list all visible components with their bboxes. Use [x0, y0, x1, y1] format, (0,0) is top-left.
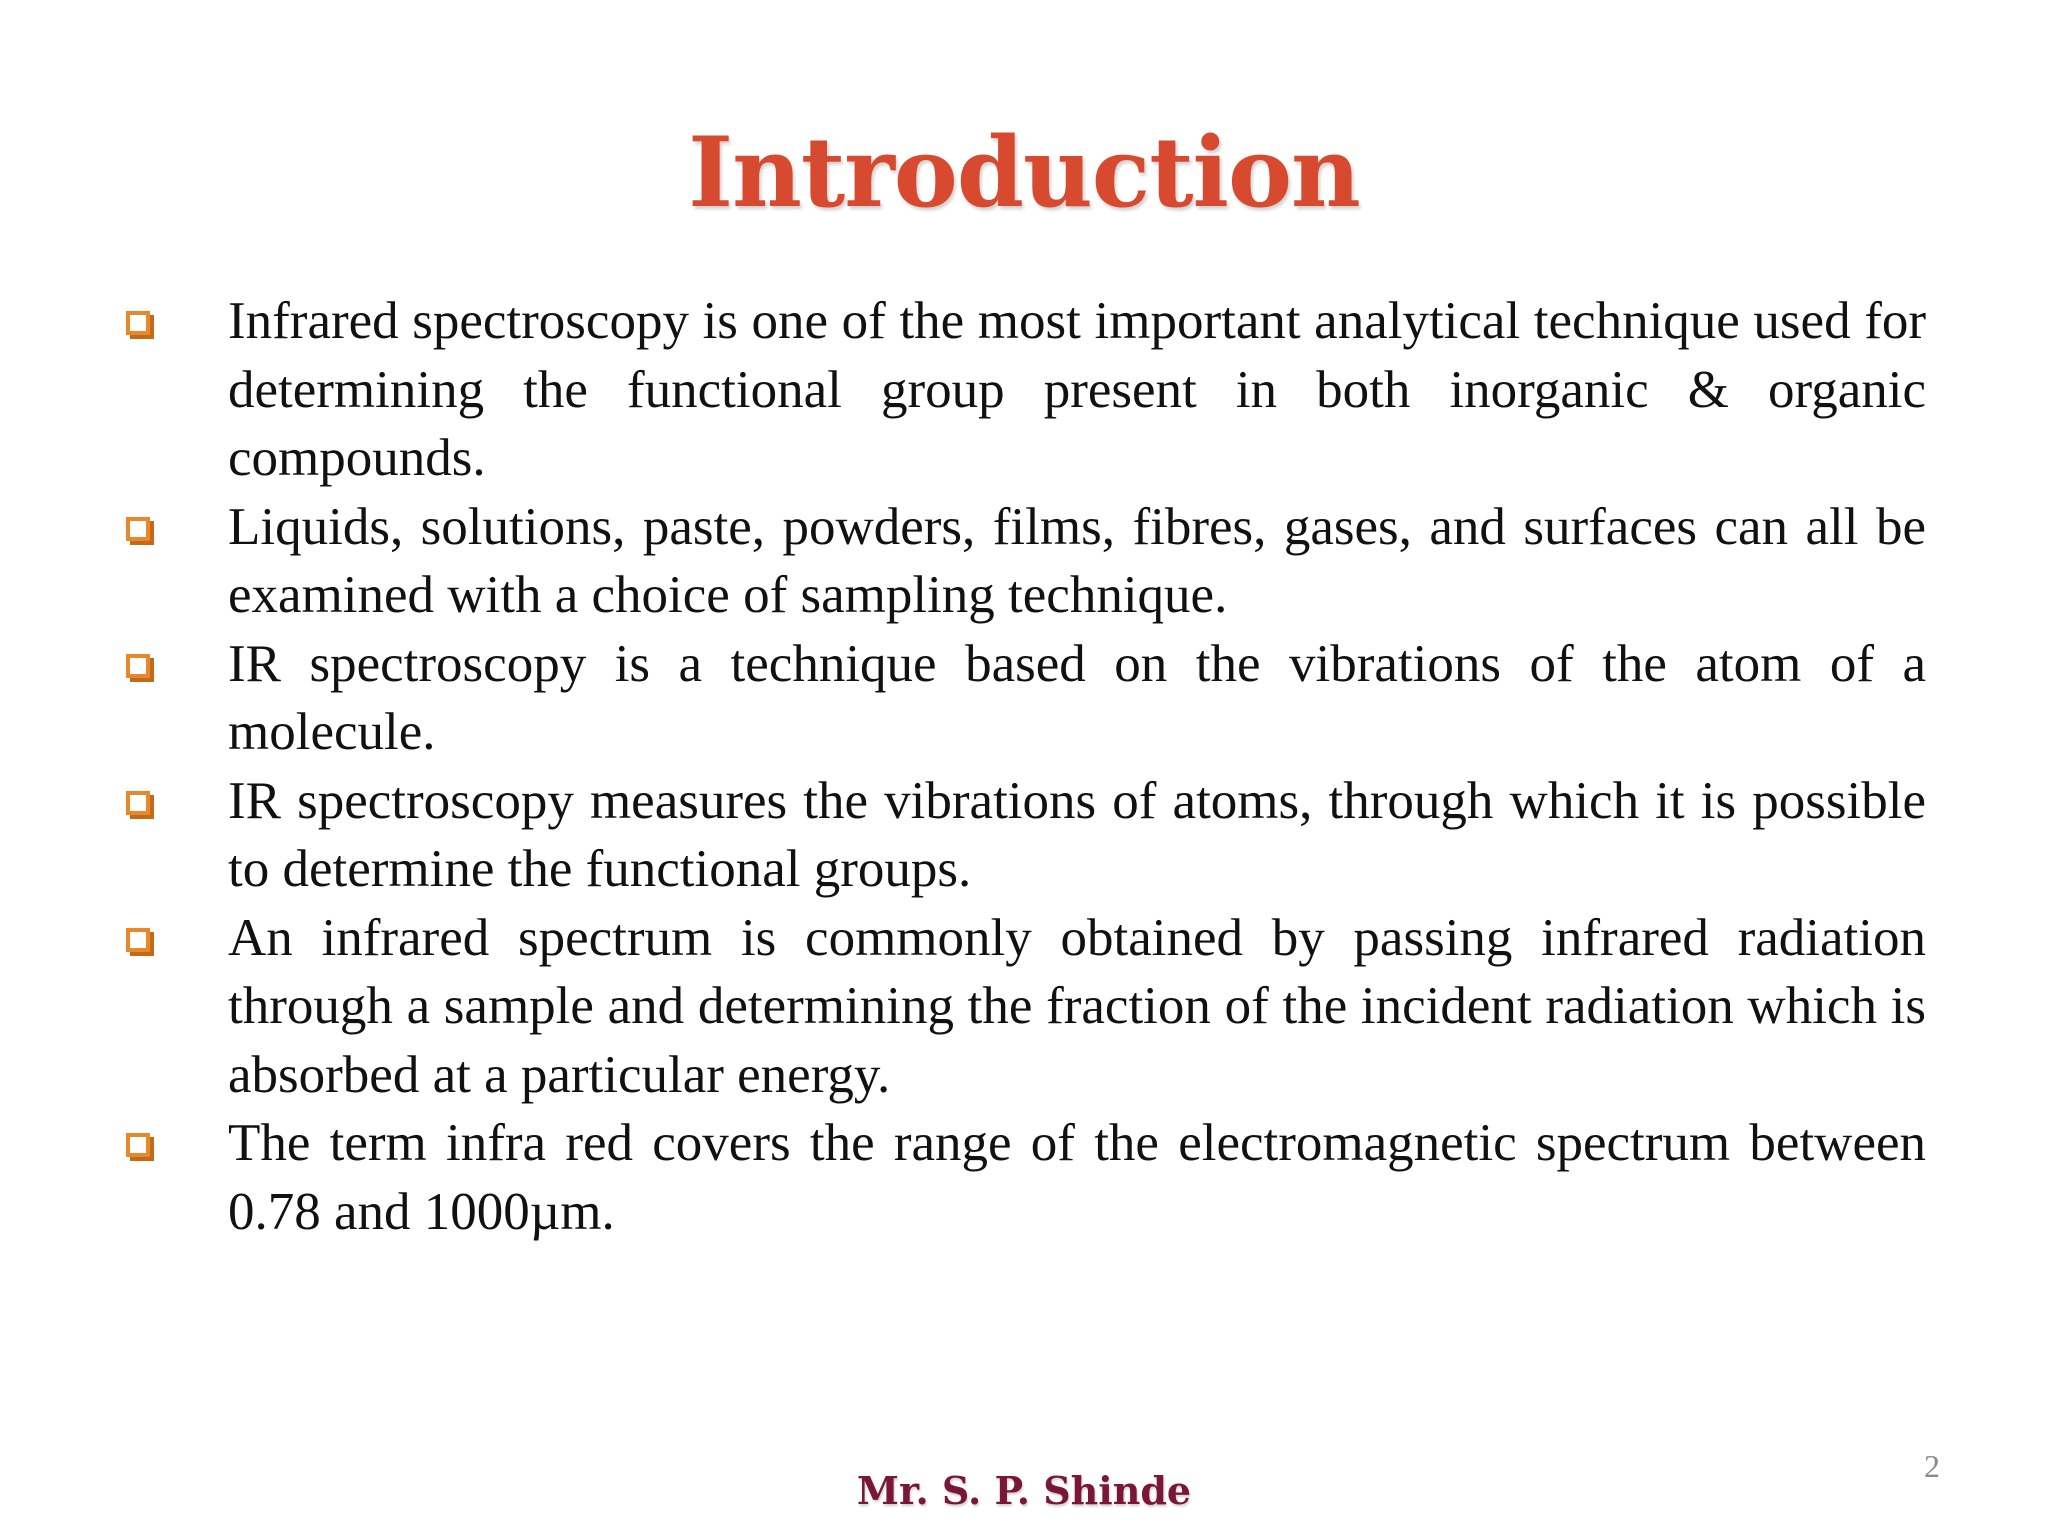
- list-item: [126, 904, 1926, 1110]
- square-bullet-icon: [126, 928, 150, 952]
- bullet-text: Infrared spectroscopy is one of the most important analytical technique used for determining the functional group present in both inorganic & organic compounds.: [228, 292, 1926, 487]
- list-item: [126, 630, 1926, 767]
- list-item: [126, 287, 1926, 493]
- square-bullet-icon: [126, 517, 150, 541]
- square-bullet-icon: [126, 654, 150, 678]
- list-item: [126, 1109, 1926, 1246]
- bullet-text: Liquids, solutions, paste, powders, films, fibres, gases, and surfaces can all be examined with a choice of sampling technique.: [228, 497, 1926, 624]
- page-number: 2: [1924, 1448, 1940, 1484]
- list-item: [126, 767, 1926, 904]
- author-footer: Mr. S. P. Shinde: [856, 1468, 1192, 1513]
- bullet-text: IR spectroscopy measures the vibrations of atoms, through which it is possible to determine the functional groups.: [228, 771, 1926, 898]
- bullet-text: The term infra red covers the range of the electromagnetic spectrum between 0.78 and 1000µm.: [228, 1114, 1926, 1241]
- square-bullet-icon: [126, 1133, 150, 1157]
- list-item: [126, 493, 1926, 630]
- bullet-text: IR spectroscopy is a technique based on the vibrations of the atom of a molecule.: [228, 634, 1926, 761]
- bullet-text: An infrared spectrum is commonly obtained by passing infrared radiation through a sample and determining the fraction of the incident radiation which is absorbed at a particular energy.: [228, 908, 1926, 1104]
- bullet-list: [126, 287, 1926, 1246]
- slide-title: Introduction: [688, 116, 1360, 229]
- square-bullet-icon: [126, 311, 150, 335]
- square-bullet-icon: [126, 791, 150, 815]
